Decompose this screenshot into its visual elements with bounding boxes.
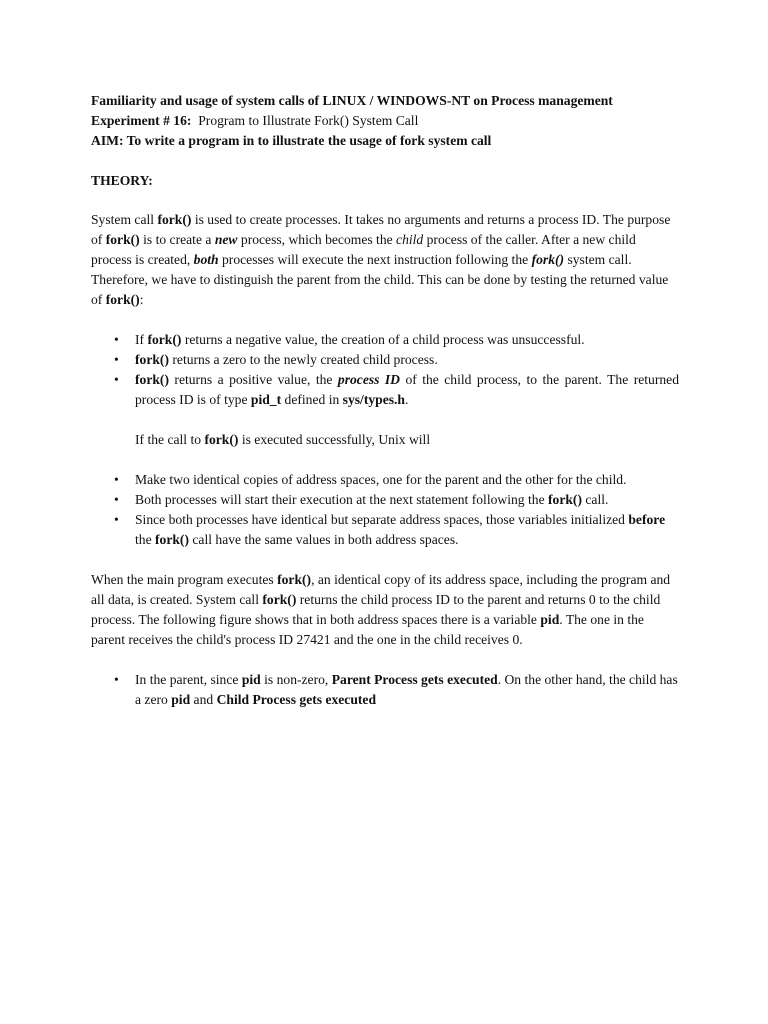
list-item: • fork() returns a zero to the newly created child process. xyxy=(114,352,438,367)
unix-behaviour-list xyxy=(91,470,679,550)
experiment-line xyxy=(91,111,679,131)
list-item: • Make two identical copies of address spaces, one for the parent and the other for the child. xyxy=(114,472,627,487)
theory-paragraph: System call fork() is used to create processes. It takes no arguments and returns a process ID. The purpose of fork() is to create a new process, which becomes the child process of the caller. After a new child process is created, both processes will execute the next instruction following the fork() system call. Therefore, we have to distinguish the parent from the child. This can be done by testing the returned value of fork(): xyxy=(91,212,671,307)
experiment-text: Program to Illustrate Fork() System Call xyxy=(198,113,419,128)
list-item: • fork() returns a positive value, the process ID of the child process, to the parent. The returned process ID is of type pid_t defined in sys/types.h. xyxy=(114,372,679,407)
main-program-paragraph: When the main program executes fork(), an identical copy of its address space, including the program and all data, is created. System call fork() returns the child process ID to the parent and returns 0 to the child process. The following figure shows that in both address spaces there is a variable pid. The one in the parent receives the child's process ID 27421 and the one in the child receives 0. xyxy=(91,572,671,647)
document-body xyxy=(91,91,679,710)
list-item: • Since both processes have identical but separate address spaces, those variables initialized before the fork() call have the same values in both address spaces. xyxy=(114,512,666,547)
aim-line: AIM: To write a program in to illustrate the usage of fork system call xyxy=(91,133,492,148)
fork-return-list xyxy=(91,330,679,410)
execution-list xyxy=(91,670,679,710)
theory-heading: THEORY: xyxy=(91,173,153,188)
list-item: • Both processes will start their execution at the next statement following the fork() call. xyxy=(114,492,609,507)
list-item: • In the parent, since pid is non-zero, Parent Process gets executed. On the other hand, the child has a zero pid and Child Process gets executed xyxy=(114,672,678,707)
document-title: Familiarity and usage of system calls of LINUX / WINDOWS-NT on Process management xyxy=(91,93,613,108)
experiment-label: Experiment # 16: xyxy=(91,113,192,128)
list-item: • If fork() returns a negative value, the creation of a child process was unsuccessful. xyxy=(114,332,585,347)
unix-intro-line: If the call to fork() is executed successfully, Unix will xyxy=(135,432,431,447)
